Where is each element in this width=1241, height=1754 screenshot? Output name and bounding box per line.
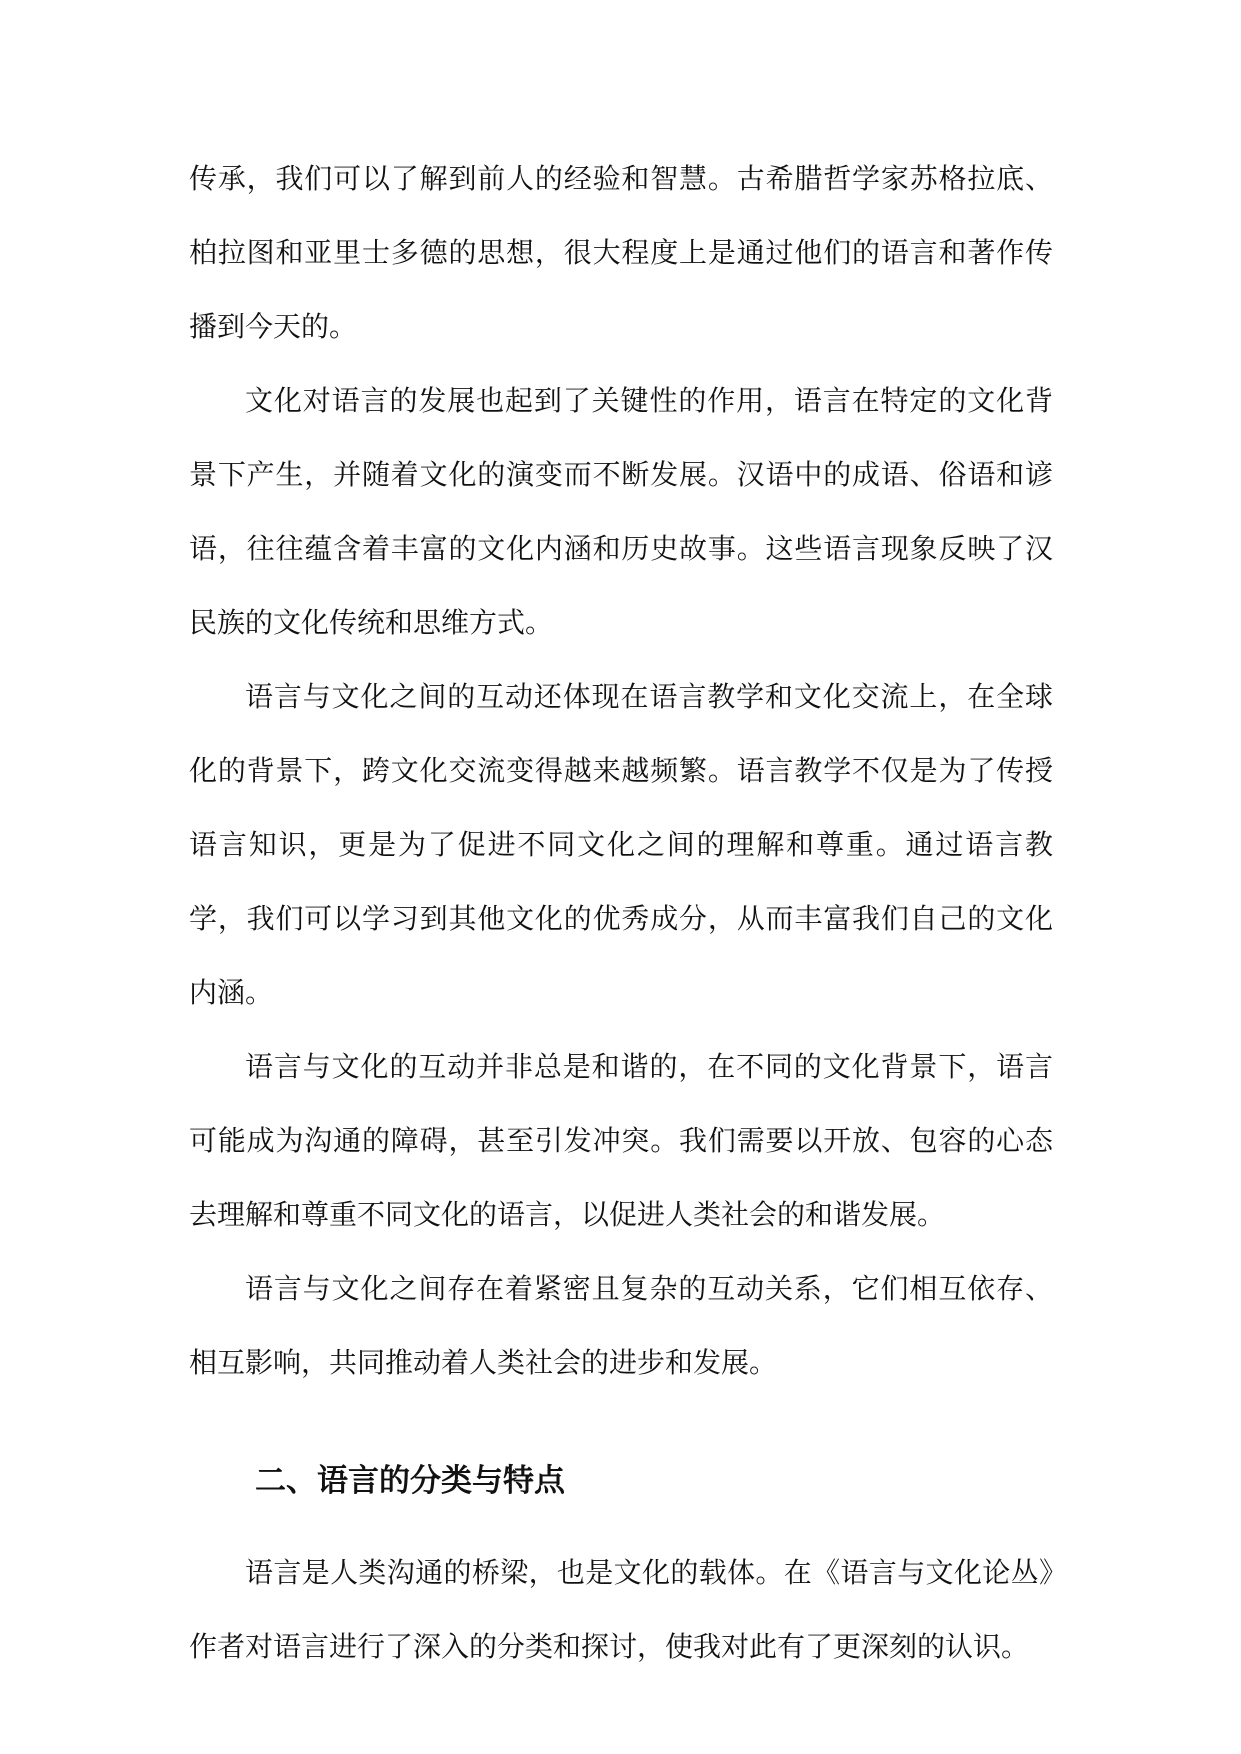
paragraph: 语言与文化的互动并非总是和谐的，在不同的文化背景下，语言可能成为沟通的障碍，甚至引发冲突。我们需要以开放、包容的心态去理解和尊重不同文化的语言，以促进人类社会的和谐发展。 [189,1050,1053,1231]
paragraph: 语言与文化之间的互动还体现在语言教学和文化交流上，在全球化的背景下，跨文化交流变得越来越频繁。语言教学不仅是为了传授语言知识，更是为了促进不同文化之间的理解和尊重。通过语言教学，我们可以学习到其他文化的优秀成分，从而丰富我们自己的文化内涵。 [189,680,1053,1009]
paragraph-continuation: 传承，我们可以了解到前人的经验和智慧。古希腊哲学家苏格拉底、柏拉图和亚里士多德的思想，很大程度上是通过他们的语言和著作传播到今天的。 [189,162,1053,343]
paragraph: 语言与文化之间存在着紧密且复杂的互动关系，它们相互依存、相互影响，共同推动着人类社会的进步和发展。 [189,1272,1053,1379]
paragraph: 文化对语言的发展也起到了关键性的作用，语言在特定的文化背景下产生，并随着文化的演变而不断发展。汉语中的成语、俗语和谚语，往往蕴含着丰富的文化内涵和历史故事。这些语言现象反映了汉民族的文化传统和思维方式。 [189,384,1053,639]
document-body [189,142,1053,1684]
paragraph: 语言是人类沟通的桥梁，也是文化的载体。在《语言与文化论丛》作者对语言进行了深入的分类和探讨，使我对此有了更深刻的认识。 [189,1556,1053,1663]
section-heading: 二、语言的分类与特点 [255,1463,565,1499]
